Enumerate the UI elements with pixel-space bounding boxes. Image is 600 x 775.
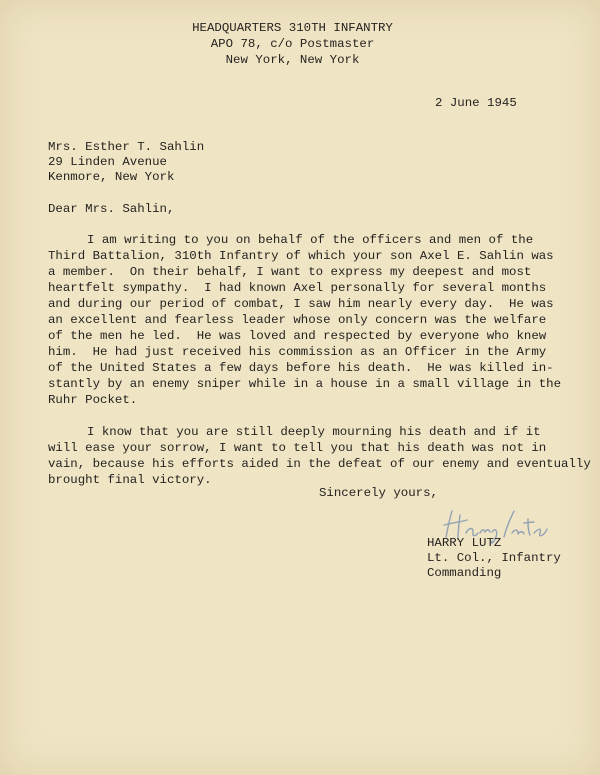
letterhead-address: APO 78, c/o Postmaster [210,37,375,51]
body-line: brought final victory. [48,473,212,487]
body-line: vain, because his efforts aided in the defeat of our enemy and eventually [48,457,591,471]
body-line: of the United States a few days before his death. He was killed in- [48,361,554,375]
body-line: and during our period of combat, I saw him nearly every day. He was [48,297,554,311]
body-line: Third Battalion, 310th Infantry of which your son Axel E. Sahlin was [48,249,554,263]
closing: Sincerely yours, [319,486,438,500]
body-line: stantly by an enemy sniper while in a house in a small village in the [48,377,562,391]
signer-rank: Lt. Col., Infantry [427,551,561,565]
signer-role: Commanding [427,566,502,580]
recipient-city: Kenmore, New York [48,170,175,184]
body-line: I know that you are still deeply mourning his death and if it [87,425,541,439]
body-line: him. He had just received his commission as an Officer in the Army [48,345,547,359]
body-line: I am writing to you on behalf of the officers and men of the [87,233,534,247]
recipient-name: Mrs. Esther T. Sahlin [48,140,205,154]
body-line: heartfelt sympathy. I had known Axel personally for several months [48,281,547,295]
salutation: Dear Mrs. Sahlin, [48,202,175,216]
letterhead-title: HEADQUARTERS 310TH INFANTRY [192,21,393,35]
letter-date: 2 June 1945 [435,96,517,110]
body-line: an excellent and fearless leader whose only concern was the welfare [48,313,547,327]
recipient-street: 29 Linden Avenue [48,155,167,169]
body-line: will ease your sorrow, I want to tell you that his death was not in [48,441,547,455]
body-line: Ruhr Pocket. [48,393,138,407]
body-line: of the men he led. He was loved and respected by everyone who knew [48,329,547,343]
letterhead-city: New York, New York [225,53,360,67]
signer-name: HARRY LUTZ [427,536,502,550]
body-line: a member. On their behalf, I want to express my deepest and most [48,265,532,279]
